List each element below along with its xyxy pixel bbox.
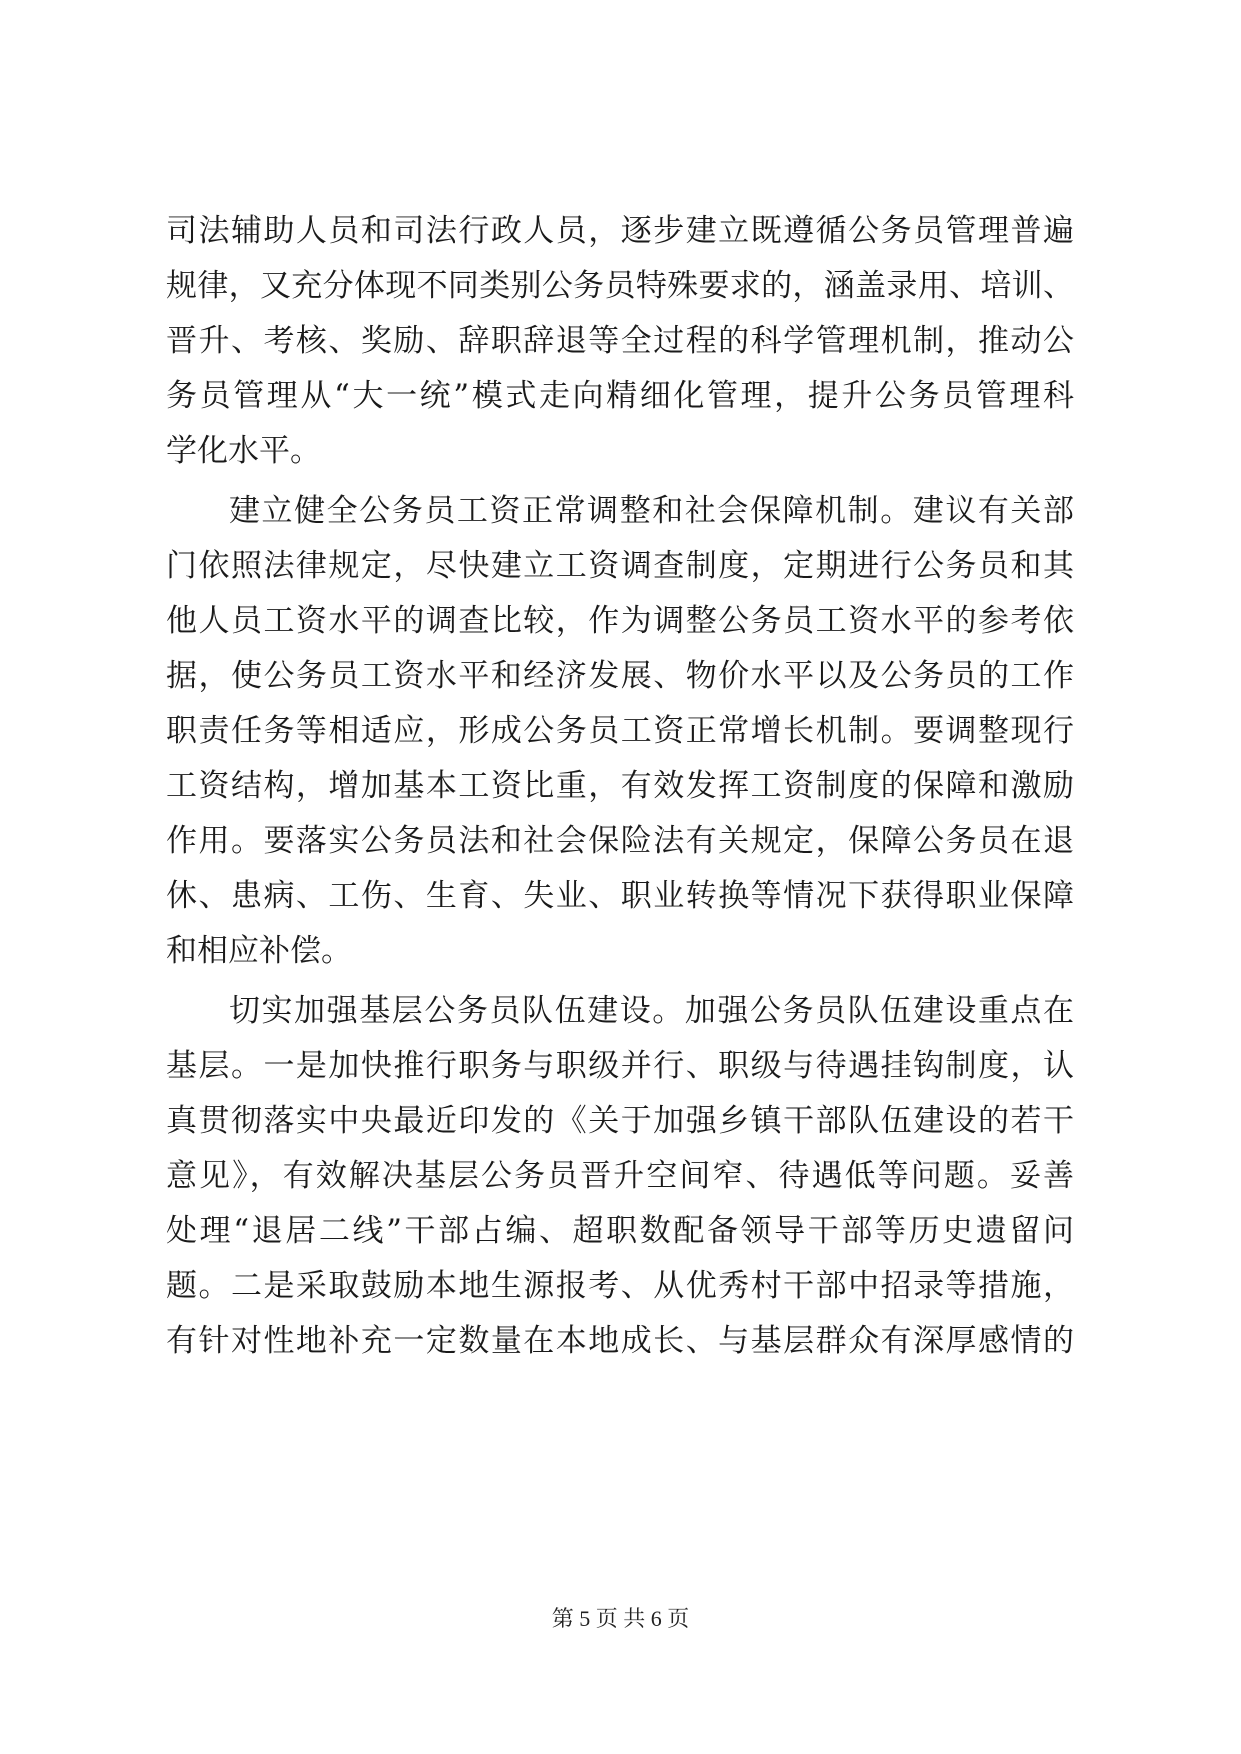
paragraph-line: 意见》，有效解决基层公务员晋升空间窄、待遇低等问题。妥善	[166, 1158, 1074, 1194]
paragraph-line: 司法辅助人员和司法行政人员，逐步建立既遵循公务员管理普遍	[166, 213, 1074, 249]
paragraph-line: 题。二是采取鼓励本地生源报考、从优秀村干部中招录等措施，	[166, 1268, 1074, 1304]
paragraph-line: 和相应补偿。	[166, 933, 352, 969]
paragraph-line: 处理“退居二线”干部占编、超职数配备领导干部等历史遗留问	[166, 1213, 1074, 1249]
paragraph-line: 据，使公务员工资水平和经济发展、物价水平以及公务员的工作	[166, 658, 1074, 694]
paragraph-line: 职责任务等相适应，形成公务员工资正常增长机制。要调整现行	[166, 713, 1074, 749]
paragraph-line: 休、患病、工伤、生育、失业、职业转换等情况下获得职业保障	[166, 878, 1074, 914]
paragraph-line: 工资结构，增加基本工资比重，有效发挥工资制度的保障和激励	[166, 768, 1074, 804]
paragraph-line: 务员管理从“大一统”模式走向精细化管理，提升公务员管理科	[166, 378, 1074, 414]
paragraph-line: 切实加强基层公务员队伍建设。加强公务员队伍建设重点在	[229, 993, 1074, 1029]
paragraph-line: 作用。要落实公务员法和社会保险法有关规定，保障公务员在退	[166, 823, 1074, 859]
paragraph-line: 有针对性地补充一定数量在本地成长、与基层群众有深厚感情的	[166, 1323, 1074, 1359]
paragraph-line: 他人员工资水平的调查比较，作为调整公务员工资水平的参考依	[166, 603, 1074, 639]
paragraph-line: 门依照法律规定，尽快建立工资调查制度，定期进行公务员和其	[166, 548, 1074, 584]
paragraph-line: 真贯彻落实中央最近印发的《关于加强乡镇干部队伍建设的若干	[166, 1103, 1074, 1139]
paragraph-line: 基层。一是加快推行职务与职级并行、职级与待遇挂钩制度，认	[166, 1048, 1074, 1084]
paragraph-line: 晋升、考核、奖励、辞职辞退等全过程的科学管理机制，推动公	[166, 323, 1074, 359]
paragraph-line: 建立健全公务员工资正常调整和社会保障机制。建议有关部	[229, 493, 1074, 529]
page-number-footer: 第 5 页 共 6 页	[551, 1606, 690, 1631]
paragraph-line: 规律，又充分体现不同类别公务员特殊要求的，涵盖录用、培训、	[166, 268, 1074, 304]
paragraph-line: 学化水平。	[166, 433, 321, 469]
